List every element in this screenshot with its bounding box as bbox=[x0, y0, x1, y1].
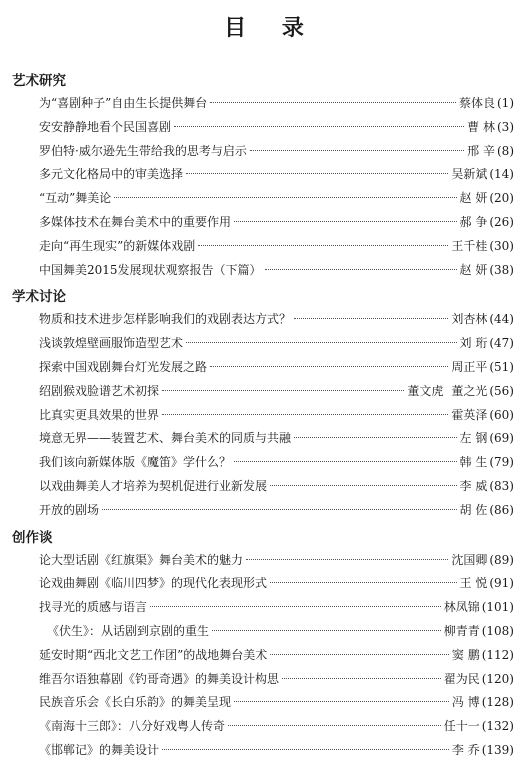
article-author: 窦 鹏 bbox=[451, 647, 480, 662]
article-title: “互动”舞美论 bbox=[39, 191, 112, 206]
section-heading: 艺术研究 bbox=[12, 73, 66, 89]
dot-leader bbox=[198, 245, 448, 246]
page-number: (89) bbox=[489, 552, 514, 567]
dot-leader bbox=[270, 485, 457, 486]
dot-leader bbox=[294, 437, 457, 438]
article-author: 任十一 bbox=[443, 719, 480, 734]
page-number: (79) bbox=[489, 455, 514, 470]
dot-leader bbox=[174, 126, 464, 127]
page-number: (91) bbox=[489, 576, 514, 591]
toc-entry[interactable] bbox=[39, 163, 514, 187]
article-author: 李 乔 bbox=[451, 742, 480, 757]
article-title: 延安时期“西北文艺工作团”的战地舞台美术 bbox=[39, 647, 268, 662]
toc-entry-list bbox=[0, 308, 528, 522]
article-title: 我们该向新媒体版《魔笛》学什么？ bbox=[39, 455, 232, 470]
dot-leader bbox=[234, 461, 457, 462]
dot-leader bbox=[270, 582, 457, 583]
toc-entry[interactable] bbox=[39, 356, 514, 380]
article-title: 探索中国戏剧舞台灯光发展之路 bbox=[39, 359, 208, 374]
article-title: 罗伯特·威尔逊先生带给我的思考与启示 bbox=[39, 143, 247, 158]
article-title: 境意无界——装置艺术、舞台美术的同质与共融 bbox=[39, 431, 292, 446]
article-author: 董之光 bbox=[451, 383, 488, 398]
dot-leader bbox=[228, 725, 441, 726]
toc-entry[interactable] bbox=[39, 739, 514, 763]
dot-leader bbox=[212, 630, 441, 631]
article-author: 林凤锦 bbox=[443, 600, 480, 615]
toc-entry[interactable] bbox=[39, 332, 514, 356]
article-author: 李 威 bbox=[459, 478, 488, 493]
article-author: 赵 妍 bbox=[459, 191, 488, 206]
article-title: 安安静静地看个民国喜剧 bbox=[39, 119, 172, 134]
page-number: (1) bbox=[497, 96, 514, 110]
article-title: 开放的剧场 bbox=[39, 502, 100, 517]
dot-leader bbox=[234, 701, 449, 702]
dot-leader bbox=[162, 414, 448, 415]
toc-section bbox=[0, 286, 528, 522]
article-title: 比真实更具效果的世界 bbox=[39, 407, 160, 422]
article-author: 柳青青 bbox=[443, 623, 480, 638]
toc-entry[interactable] bbox=[39, 451, 514, 475]
article-title: 《伏生》：从话剧到京剧的重生 bbox=[47, 623, 210, 638]
toc-entry-list bbox=[0, 92, 528, 282]
article-title: 为“喜剧种子”自由生长提供舞台 bbox=[39, 96, 208, 110]
article-author: 翟为民 bbox=[443, 671, 480, 686]
toc-entry[interactable] bbox=[39, 259, 514, 283]
article-title: 维吾尔语独幕剧《钓哥奇遇》的舞美设计构思 bbox=[39, 671, 280, 686]
article-author: 王 悦 bbox=[459, 576, 488, 591]
toc-entry[interactable] bbox=[39, 116, 514, 140]
toc-entry[interactable] bbox=[39, 668, 514, 692]
toc-entry[interactable] bbox=[39, 187, 514, 211]
toc-entry[interactable] bbox=[39, 499, 514, 523]
toc-entry[interactable] bbox=[39, 475, 514, 499]
toc-section bbox=[0, 70, 528, 282]
dot-leader bbox=[186, 342, 457, 343]
section-heading: 创作谈 bbox=[12, 529, 53, 546]
article-title: 论大型话剧《红旗渠》舞台美术的魅力 bbox=[39, 552, 244, 567]
dot-leader bbox=[102, 509, 457, 510]
article-author: 刘杏林 bbox=[451, 312, 488, 327]
article-coauthor: 董文虎 bbox=[407, 383, 444, 398]
article-title: 多媒体技术在舞台美术中的重要作用 bbox=[39, 214, 232, 229]
page-number: (38) bbox=[489, 262, 514, 277]
page-number: (112) bbox=[481, 647, 514, 662]
toc-entry[interactable] bbox=[39, 549, 514, 573]
toc-entry[interactable] bbox=[39, 596, 514, 620]
page-number: (14) bbox=[489, 167, 514, 182]
article-author: 沈国卿 bbox=[451, 552, 488, 567]
article-author: 赵 妍 bbox=[459, 262, 488, 277]
dot-leader bbox=[282, 678, 441, 679]
article-title: 《邯郸记》的舞美设计 bbox=[39, 742, 160, 757]
article-author: 邢 辛 bbox=[467, 143, 495, 158]
page-number: (128) bbox=[481, 695, 514, 710]
page-number: (20) bbox=[489, 191, 514, 206]
article-title: 浅谈敦煌壁画服饰造型艺术 bbox=[39, 336, 184, 351]
article-author: 周正平 bbox=[451, 359, 488, 374]
toc-entry[interactable] bbox=[39, 235, 514, 259]
dot-leader bbox=[210, 102, 456, 103]
article-title: 绍剧猴戏脸谱艺术初探 bbox=[39, 383, 160, 398]
toc-entry[interactable] bbox=[39, 644, 514, 668]
page-number: (60) bbox=[489, 407, 514, 422]
toc-section bbox=[0, 527, 528, 763]
page-title: 目 录 bbox=[224, 16, 318, 41]
article-author: 郝 争 bbox=[459, 214, 488, 229]
dot-leader bbox=[162, 749, 449, 750]
page-number: (26) bbox=[489, 214, 514, 229]
section-heading: 学术讨论 bbox=[12, 289, 66, 306]
article-author: 胡 佐 bbox=[459, 502, 488, 517]
toc-entry[interactable] bbox=[39, 308, 514, 332]
toc-entry[interactable] bbox=[47, 620, 514, 644]
page-number: (30) bbox=[489, 238, 514, 253]
article-author: 韩 生 bbox=[459, 455, 488, 470]
page-number: (3) bbox=[497, 119, 514, 134]
article-author: 霍英泽 bbox=[451, 407, 488, 422]
toc-entry-list bbox=[0, 549, 528, 763]
article-title: 以戏曲舞美人才培养为契机促进行业新发展 bbox=[39, 478, 268, 493]
article-title: 民族音乐会《长白乐韵》的舞美呈现 bbox=[39, 695, 232, 710]
page-number: (44) bbox=[489, 312, 514, 327]
toc-entry[interactable] bbox=[39, 380, 514, 404]
toc-entry[interactable] bbox=[39, 211, 514, 235]
page-number: (108) bbox=[481, 623, 514, 638]
article-title: 走向“再生现实”的新媒体戏剧 bbox=[39, 238, 196, 253]
dot-leader bbox=[246, 559, 448, 560]
dot-leader bbox=[162, 390, 404, 391]
dot-leader bbox=[210, 366, 448, 367]
article-author: 曹 林 bbox=[467, 119, 495, 134]
page-number: (101) bbox=[481, 600, 514, 615]
article-author: 刘 珩 bbox=[459, 336, 488, 351]
page-number: (47) bbox=[489, 336, 514, 351]
dot-leader bbox=[294, 318, 448, 319]
article-title: 物质和技术进步怎样影响我们的戏剧表达方式？ bbox=[39, 312, 292, 327]
article-title: 《南海十三郎》：八分好戏粤人传奇 bbox=[39, 719, 226, 734]
dot-leader bbox=[234, 221, 457, 222]
article-author: 左 钢 bbox=[459, 431, 488, 446]
toc-entry[interactable] bbox=[39, 691, 514, 715]
toc-entry[interactable] bbox=[39, 572, 514, 596]
toc-entry[interactable] bbox=[39, 140, 514, 164]
article-author: 蔡体良 bbox=[458, 96, 495, 110]
dot-leader bbox=[270, 654, 449, 655]
article-author: 吴新斌 bbox=[451, 167, 488, 182]
dot-leader bbox=[186, 173, 448, 174]
article-title: 找寻光的质感与语言 bbox=[39, 600, 148, 615]
toc-entry[interactable] bbox=[39, 404, 514, 428]
page-number: (8) bbox=[497, 143, 514, 158]
table-of-contents bbox=[0, 70, 528, 767]
dot-leader bbox=[150, 606, 441, 607]
page-number: (83) bbox=[489, 478, 514, 493]
dot-leader bbox=[250, 150, 464, 151]
dot-leader bbox=[114, 197, 456, 198]
toc-entry[interactable] bbox=[39, 427, 514, 451]
page-number: (139) bbox=[481, 742, 514, 757]
page-number: (132) bbox=[481, 719, 514, 734]
page-number: (86) bbox=[489, 502, 514, 517]
article-author: 冯 博 bbox=[451, 695, 480, 710]
article-title: 中国舞美2015发展现状观察报告（下篇） bbox=[39, 262, 262, 277]
dot-leader bbox=[265, 269, 457, 270]
article-author: 王千桂 bbox=[451, 238, 488, 253]
page-number: (56) bbox=[489, 383, 514, 398]
page-number: (69) bbox=[489, 431, 514, 446]
article-title: 多元文化格局中的审美选择 bbox=[39, 167, 184, 182]
page-number: (51) bbox=[489, 359, 514, 374]
toc-entry[interactable] bbox=[39, 92, 514, 116]
toc-entry[interactable] bbox=[39, 715, 514, 739]
article-title: 论戏曲舞剧《临川四梦》的现代化表现形式 bbox=[39, 576, 268, 591]
page-number: (120) bbox=[481, 671, 514, 686]
